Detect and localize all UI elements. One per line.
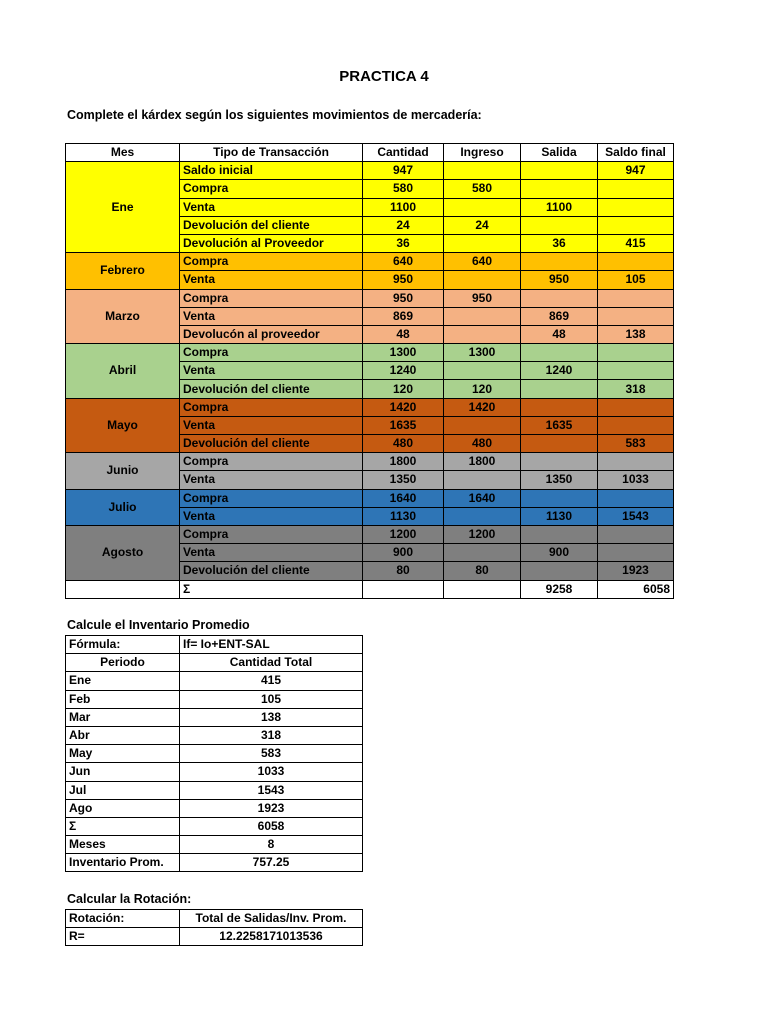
cantidad-total-cell: 318 — [180, 726, 363, 744]
salida-cell: 1240 — [521, 362, 598, 380]
cantidad-cell: 120 — [363, 380, 444, 398]
month-cell: Julio — [66, 489, 180, 525]
saldo-final-cell — [598, 362, 674, 380]
transaction-type: Devolución del cliente — [180, 380, 363, 398]
ingreso-cell: 640 — [444, 253, 521, 271]
kardex-row — [66, 162, 674, 180]
cantidad-cell: 580 — [363, 180, 444, 198]
ingreso-cell: 80 — [444, 562, 521, 580]
transaction-type: Venta — [180, 271, 363, 289]
col-header-cantidad: Cantidad — [363, 144, 444, 162]
kardex-body — [66, 162, 674, 580]
kardex-row — [66, 398, 674, 416]
col-header-mes: Mes — [66, 144, 180, 162]
kardex-row — [66, 525, 674, 543]
cantidad-total-cell: 583 — [180, 745, 363, 763]
transaction-type: Devolución del cliente — [180, 435, 363, 453]
month-cell: Marzo — [66, 289, 180, 344]
rotacion-formula-row — [66, 910, 363, 928]
saldo-final-cell — [598, 344, 674, 362]
page-title: PRACTICA 4 — [339, 68, 429, 85]
saldo-final-cell — [598, 416, 674, 434]
saldo-final-cell — [598, 489, 674, 507]
salida-cell — [521, 398, 598, 416]
saldo-final-cell — [598, 544, 674, 562]
total-salida: 9258 — [521, 580, 598, 598]
salida-cell: 950 — [521, 271, 598, 289]
ingreso-cell — [444, 271, 521, 289]
ingreso-cell — [444, 162, 521, 180]
kardex-row — [66, 289, 674, 307]
ingreso-cell: 950 — [444, 289, 521, 307]
salida-cell — [521, 344, 598, 362]
cantidad-total-cell: 8 — [180, 836, 363, 854]
cantidad-cell: 640 — [363, 253, 444, 271]
cantidad-cell: 1240 — [363, 362, 444, 380]
cantidad-cell: 24 — [363, 216, 444, 234]
cantidad-cell: 950 — [363, 289, 444, 307]
salida-cell: 36 — [521, 234, 598, 252]
inventario-row — [66, 745, 363, 763]
saldo-final-cell — [598, 289, 674, 307]
saldo-final-cell — [598, 180, 674, 198]
cantidad-cell: 947 — [363, 162, 444, 180]
ingreso-cell — [444, 325, 521, 343]
salida-cell: 869 — [521, 307, 598, 325]
col-header-ingreso: Ingreso — [444, 144, 521, 162]
cantidad-cell: 1420 — [363, 398, 444, 416]
total-label: Σ — [180, 580, 363, 598]
col-header-cantidad-total: Cantidad Total — [180, 654, 363, 672]
transaction-type: Compra — [180, 344, 363, 362]
periodo-cell: Inventario Prom. — [66, 854, 180, 872]
kardex-row — [66, 453, 674, 471]
inventario-body — [66, 636, 363, 872]
inventario-row — [66, 763, 363, 781]
ingreso-cell: 1200 — [444, 525, 521, 543]
ingreso-cell: 580 — [444, 180, 521, 198]
inventario-table — [65, 635, 363, 872]
salida-cell — [521, 253, 598, 271]
cantidad-cell: 900 — [363, 544, 444, 562]
inventario-heading: Calcule el Inventario Promedio — [67, 618, 250, 632]
transaction-type: Devolución del cliente — [180, 216, 363, 234]
kardex-header-row — [66, 144, 674, 162]
ingreso-cell — [444, 471, 521, 489]
periodo-cell: Jun — [66, 763, 180, 781]
periodo-cell: Mar — [66, 708, 180, 726]
ingreso-cell: 1640 — [444, 489, 521, 507]
col-header-saldo-final: Saldo final — [598, 144, 674, 162]
ingreso-cell — [444, 362, 521, 380]
salida-cell: 1100 — [521, 198, 598, 216]
saldo-final-cell: 415 — [598, 234, 674, 252]
inventario-meses-row — [66, 836, 363, 854]
saldo-final-cell — [598, 253, 674, 271]
transaction-type: Venta — [180, 362, 363, 380]
kardex-table — [65, 143, 674, 599]
transaction-type: Venta — [180, 507, 363, 525]
cantidad-total-cell: 1923 — [180, 799, 363, 817]
inventario-prom-row — [66, 854, 363, 872]
transaction-type: Compra — [180, 253, 363, 271]
transaction-type: Compra — [180, 489, 363, 507]
saldo-final-cell: 947 — [598, 162, 674, 180]
kardex-row — [66, 344, 674, 362]
col-header-tipo: Tipo de Transacción — [180, 144, 363, 162]
month-cell: Ene — [66, 162, 180, 253]
cantidad-total-cell: 6058 — [180, 817, 363, 835]
ingreso-cell: 1800 — [444, 453, 521, 471]
cantidad-total-cell: 757.25 — [180, 854, 363, 872]
transaction-type: Compra — [180, 453, 363, 471]
rotacion-table — [65, 909, 363, 946]
rotacion-heading: Calcular la Rotación: — [67, 892, 192, 906]
transaction-type: Venta — [180, 416, 363, 434]
rotacion-result-row — [66, 928, 363, 946]
r-value: 12.2258171013536 — [180, 928, 363, 946]
inventario-row — [66, 708, 363, 726]
cantidad-cell: 1800 — [363, 453, 444, 471]
salida-cell — [521, 216, 598, 234]
saldo-final-cell — [598, 216, 674, 234]
salida-cell — [521, 380, 598, 398]
total-empty-ingreso — [444, 580, 521, 598]
transaction-type: Compra — [180, 398, 363, 416]
salida-cell — [521, 525, 598, 543]
ingreso-cell: 120 — [444, 380, 521, 398]
formula-row — [66, 636, 363, 654]
transaction-type: Compra — [180, 289, 363, 307]
transaction-type: Devolución del cliente — [180, 562, 363, 580]
ingreso-cell — [444, 307, 521, 325]
cantidad-total-cell: 1033 — [180, 763, 363, 781]
instructions-text: Complete el kárdex según los siguientes movimientos de mercadería: — [67, 108, 482, 122]
cantidad-total-cell: 1543 — [180, 781, 363, 799]
month-cell: Mayo — [66, 398, 180, 453]
kardex-row — [66, 253, 674, 271]
cantidad-cell: 869 — [363, 307, 444, 325]
saldo-final-cell — [598, 453, 674, 471]
salida-cell — [521, 162, 598, 180]
kardex-row — [66, 489, 674, 507]
total-empty-cantidad — [363, 580, 444, 598]
total-saldo: 6058 — [598, 580, 674, 598]
cantidad-cell: 1640 — [363, 489, 444, 507]
cantidad-cell: 480 — [363, 435, 444, 453]
periodo-cell: Jul — [66, 781, 180, 799]
cantidad-cell: 1300 — [363, 344, 444, 362]
cantidad-cell: 48 — [363, 325, 444, 343]
periodo-cell: Meses — [66, 836, 180, 854]
formula-label: Fórmula: — [66, 636, 180, 654]
transaction-type: Compra — [180, 180, 363, 198]
cantidad-cell: 36 — [363, 234, 444, 252]
saldo-final-cell: 583 — [598, 435, 674, 453]
saldo-final-cell — [598, 525, 674, 543]
cantidad-total-cell: 415 — [180, 672, 363, 690]
col-header-salida: Salida — [521, 144, 598, 162]
transaction-type: Compra — [180, 525, 363, 543]
inventario-sum-row — [66, 817, 363, 835]
salida-cell — [521, 489, 598, 507]
salida-cell: 1635 — [521, 416, 598, 434]
inventario-row — [66, 799, 363, 817]
inventario-header-row — [66, 654, 363, 672]
ingreso-cell: 1300 — [444, 344, 521, 362]
salida-cell: 1130 — [521, 507, 598, 525]
ingreso-cell — [444, 234, 521, 252]
cantidad-total-cell: 138 — [180, 708, 363, 726]
ingreso-cell: 480 — [444, 435, 521, 453]
cantidad-cell: 1350 — [363, 471, 444, 489]
salida-cell: 900 — [521, 544, 598, 562]
periodo-cell: May — [66, 745, 180, 763]
transaction-type: Venta — [180, 307, 363, 325]
transaction-type: Devolucón al proveedor — [180, 325, 363, 343]
saldo-final-cell: 105 — [598, 271, 674, 289]
cantidad-cell: 1130 — [363, 507, 444, 525]
r-label: R= — [66, 928, 180, 946]
transaction-type: Venta — [180, 198, 363, 216]
inventario-row — [66, 726, 363, 744]
transaction-type: Venta — [180, 544, 363, 562]
inventario-row — [66, 690, 363, 708]
month-cell: Febrero — [66, 253, 180, 289]
transaction-type: Venta — [180, 471, 363, 489]
col-header-periodo: Periodo — [66, 654, 180, 672]
periodo-cell: Feb — [66, 690, 180, 708]
periodo-cell: Ene — [66, 672, 180, 690]
saldo-final-cell: 1033 — [598, 471, 674, 489]
formula-value: If= Io+ENT-SAL — [180, 636, 363, 654]
ingreso-cell: 1420 — [444, 398, 521, 416]
ingreso-cell — [444, 198, 521, 216]
salida-cell: 48 — [521, 325, 598, 343]
saldo-final-cell — [598, 398, 674, 416]
salida-cell — [521, 289, 598, 307]
ingreso-cell — [444, 544, 521, 562]
periodo-cell: Abr — [66, 726, 180, 744]
periodo-cell: Ago — [66, 799, 180, 817]
saldo-final-cell: 318 — [598, 380, 674, 398]
inventario-row — [66, 672, 363, 690]
periodo-cell: Σ — [66, 817, 180, 835]
kardex-total-row — [66, 580, 674, 598]
saldo-final-cell: 1923 — [598, 562, 674, 580]
ingreso-cell: 24 — [444, 216, 521, 234]
saldo-final-cell — [598, 307, 674, 325]
salida-cell — [521, 562, 598, 580]
month-cell: Agosto — [66, 525, 180, 580]
salida-cell — [521, 453, 598, 471]
transaction-type: Devolución al Proveedor — [180, 234, 363, 252]
cantidad-cell: 1635 — [363, 416, 444, 434]
total-empty-mes — [66, 580, 180, 598]
cantidad-total-cell: 105 — [180, 690, 363, 708]
transaction-type: Saldo inicial — [180, 162, 363, 180]
cantidad-cell: 950 — [363, 271, 444, 289]
ingreso-cell — [444, 507, 521, 525]
cantidad-cell: 1200 — [363, 525, 444, 543]
salida-cell — [521, 180, 598, 198]
month-cell: Abril — [66, 344, 180, 399]
saldo-final-cell — [598, 198, 674, 216]
month-cell: Junio — [66, 453, 180, 489]
rotacion-label: Rotación: — [66, 910, 180, 928]
cantidad-cell: 1100 — [363, 198, 444, 216]
saldo-final-cell: 1543 — [598, 507, 674, 525]
rotacion-formula: Total de Salidas/Inv. Prom. — [180, 910, 363, 928]
salida-cell — [521, 435, 598, 453]
ingreso-cell — [444, 416, 521, 434]
inventario-row — [66, 781, 363, 799]
cantidad-cell: 80 — [363, 562, 444, 580]
saldo-final-cell: 138 — [598, 325, 674, 343]
salida-cell: 1350 — [521, 471, 598, 489]
